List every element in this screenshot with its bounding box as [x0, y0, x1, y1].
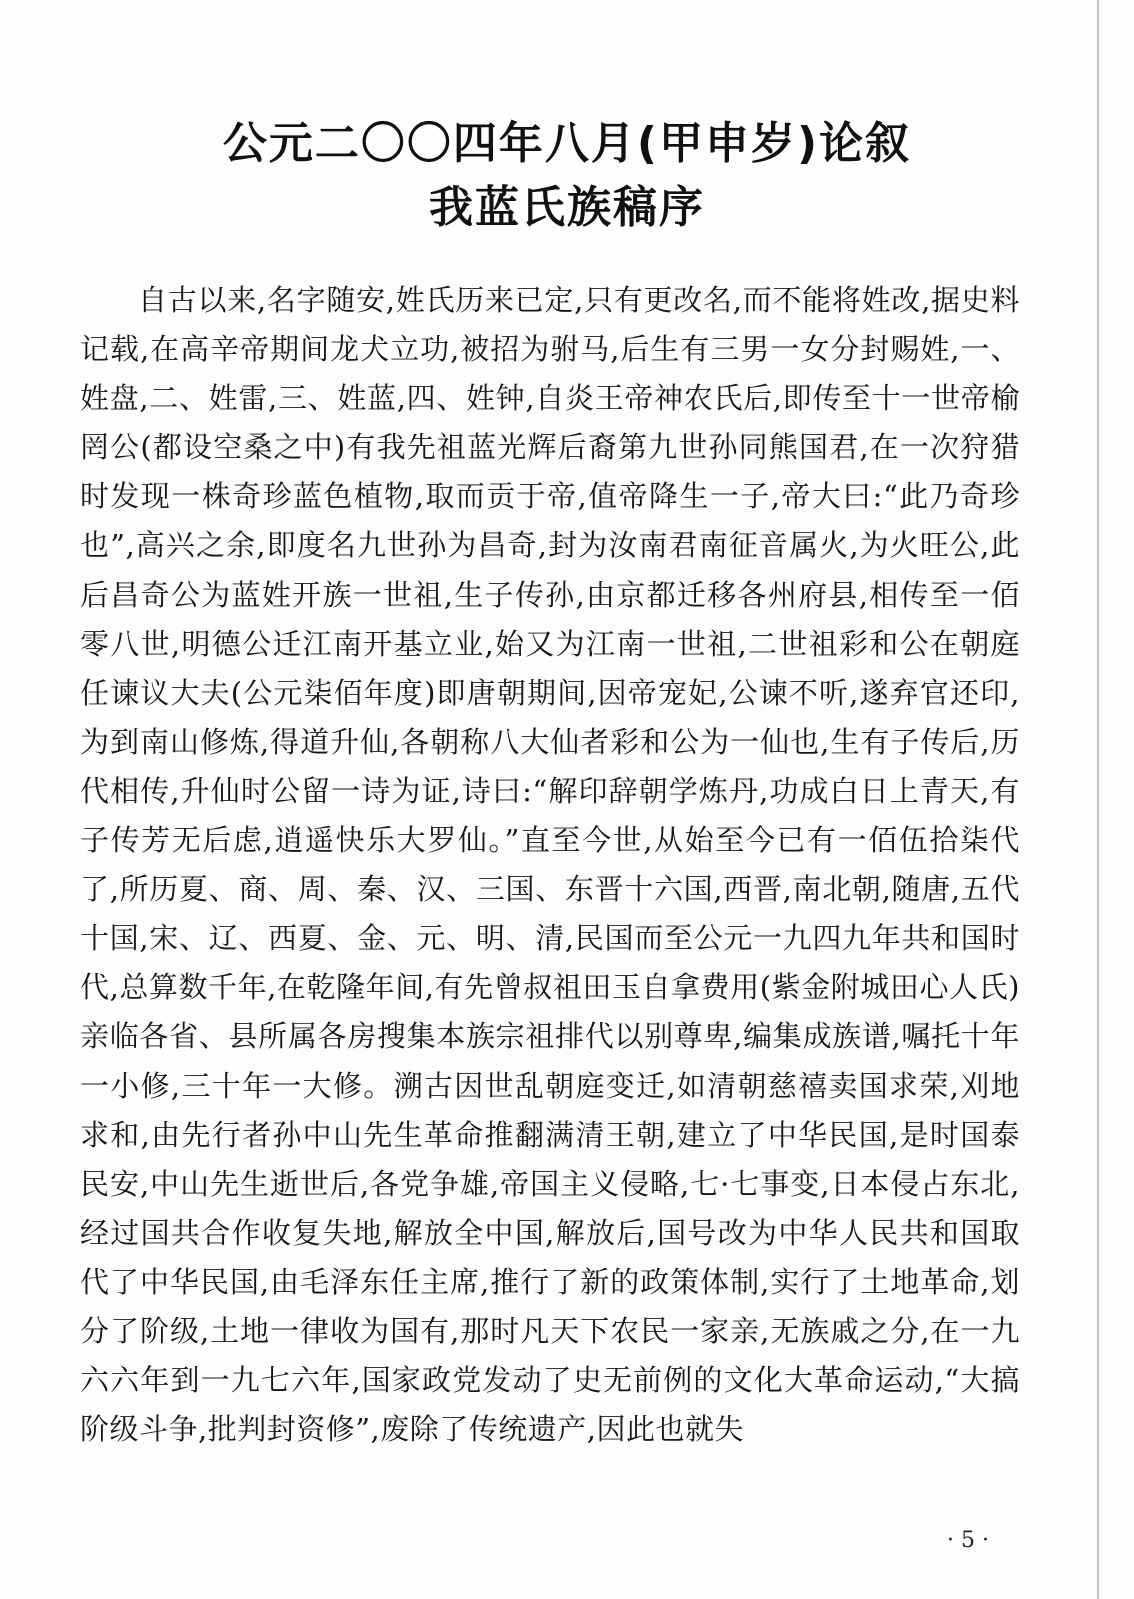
- title-block: [0, 112, 1134, 240]
- page-number: · 5 ·: [947, 1528, 989, 1553]
- title-line-1: 公元二〇〇四年八月(甲申岁)论叙: [222, 118, 912, 169]
- title-line-2: 我蓝氏族稿序: [429, 182, 705, 233]
- body-paragraph: 自古以来,名字随安,姓氏历来已定,只有更改名,而不能将姓改,据史料记载,在高辛帝期间龙犬立功,被招为驸马,后生有三男一女分封赐姓,一、姓盘,二、姓雷,三、姓蓝,四、姓钟,自炎王帝神农氏后,即传至十一世帝榆罔公(都设空桑之中)有我先祖蓝光辉后裔第九世孙同熊国君,在一次狩猎时发现一株奇珍蓝色植物,取而贡于帝,值帝降生一子,帝大曰:“此乃奇珍也”,高兴之余,即度名九世孙为昌奇,封为汝南君南征音属火,为火旺公,此后昌奇公为蓝姓开族一世祖,生子传孙,由京都迁移各州府县,相传至一佰零八世,明德公迁江南开基立业,始又为江南一世祖,二世祖彩和公在朝庭任谏议大夫(公元柒佰年度)即唐朝期间,因帝宠妃,公谏不听,遂弃官还印,为到南山修炼,得道升仙,各朝称八大仙者彩和公为一仙也,生有子传后,历代相传,升仙时公留一诗为证,诗曰:“解印辞朝学炼丹,功成白日上青天,有子传芳无后虑,逍遥快乐大罗仙。”直至今世,从始至今已有一佰伍拾柒代了,所历夏、商、周、秦、汉、三国、东晋十六国,西晋,南北朝,随唐,五代十国,宋、辽、西夏、金、元、明、清,民国而至公元一九四九年共和国时代,总算数千年,在乾隆年间,有先曾叔祖田玉自拿费用(紫金附城田心人氏)亲临各省、县所属各房搜集本族宗祖排代以别尊卑,编集成族谱,嘱托十年一小修,三十年一大修。溯古因世乱朝庭变迁,如清朝慈禧卖国求荣,刈地求和,由先行者孙中山先生革命推翻满清王朝,建立了中华民国,是时国泰民安,中山先生逝世后,各党争雄,帝国主义侵略,七·七事变,日本侵占东北,经过国共合作收复失地,解放全中国,解放后,国号改为中华人民共和国取代了中华民国,由毛泽东任主席,推行了新的政策体制,实行了土地革命,划分了阶级,土地一律收为国有,那时凡天下农民一家亲,无族戚之分,在一九六六年到一九七六年,国家政党发动了史无前例的文化大革命运动,“大搞阶级斗争,批判封资修”,废除了传统遗产,因此也就失: [80, 283, 1020, 1447]
